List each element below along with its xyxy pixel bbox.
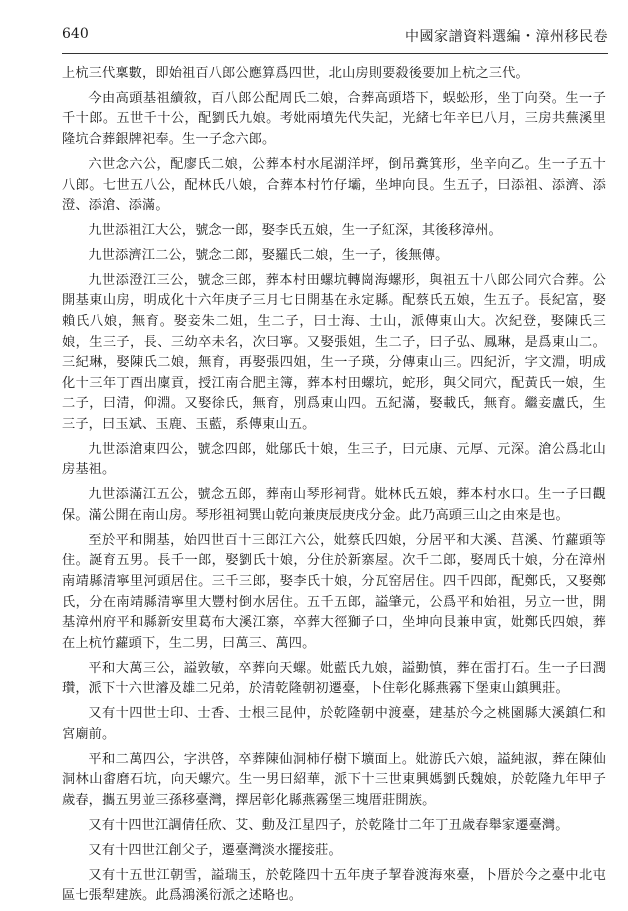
paragraph: 九世添滿江五公，號念五郎，葬南山琴形祠背。妣林氏五娘，葬本村水口。生一子曰觀保。滿公開在南山房。琴形祖祠巽山乾向兼庚辰庚戌分金。此乃高頭三山之由來是也。	[62, 487, 606, 523]
page-number: 640	[62, 26, 89, 42]
header-rule	[62, 53, 608, 54]
paragraph: 九世添祖江大公，號念一郎，娶李氏五娘，生一子紅深，其後移漳州。	[88, 223, 502, 239]
paragraph: 今由高頭基祖續敘，百八郎公配周氏二娘，合葬高頭塔下，蜈蚣形，坐丁向癸。生一子千十郎。五世千十公，配劉氏九娘。考妣兩墳先代失記，光緒七年辛巳八月，三房共蕪溪里隆坑合葬銀牌祀奉。生一子念六郎。	[62, 90, 606, 148]
page-header	[62, 26, 608, 48]
paragraph: 九世添濟江二公，號念二郎，娶羅氏二娘，生一子，後無傳。	[88, 247, 449, 263]
paragraph: 又有十五世江朝雪，謚瑞玉，於乾隆四十五年庚子挈眷渡海來臺，卜厝於今之臺中北屯區七張犁建族。此爲鴻溪衍派之述略也。	[62, 867, 606, 904]
paragraph: 九世添澄江三公，號念三郎，葬本村田螺坑轉崗海螺形，與祖五十八郎公同穴合葬。公開基東山房，明成化十六年庚子三月七日開基在永定縣。配蔡氏五娘，生五子。長紀富，娶賴氏八娘，無育。娶妾朱二姐，生二子，曰士海、士山，派傳東山大。次紀登，娶陳氏三娘，生三子，長、三幼卒未名，次曰寧。又娶張姐，生二子，曰子弘、鳳琳，是爲東山二。三紀琳，娶陳氏二娘，無育，再娶張四姐，生一子瑛，分傳東山三。四紀沂，字文淵，明成化十三年丁酉出廩貢，授江南合肥主簿，葬本村田螺坑，蛇形，與父同穴，配黃氏一娘，生二子，曰清，仰淵。又娶徐氏，無育，別爲東山四。五紀滿，娶載氏，無育。繼妾盧氏，生三子，曰玉斌、玉鹿、玉藍，系傳東山五。	[62, 272, 606, 432]
paragraph: 六世念六公，配廖氏二娘，公葬本村水尾湖洋坪，倒吊糞箕形，坐辛向乙。生一子五十八郎。七世五八公，配林氏八娘，合葬本村竹仔壩，坐坤向艮。生五子，曰添祖、添濟、添澄、添滄、添滿。	[62, 156, 606, 214]
paragraph: 又有十四世江創父子，遷臺灣淡水擺接莊。	[88, 842, 342, 858]
paragraph: 平和大萬三公，謚敦敏，卒葬向天螺。妣藍氏九娘，謚勤慎，葬在雷打石。生一子曰潤瓚，派下十六世濬及雄二兄弟，於清乾隆朝初遷臺，卜住彰化縣燕霧下堡東山鎮興莊。	[62, 660, 606, 697]
paragraph: 又有十四世士印、士香、士根三昆仲，於乾隆朝中渡臺，建基於今之桃園縣大溪鎮仁和宮廟前。	[62, 706, 606, 742]
text-body	[62, 64, 606, 911]
paragraph: 又有十四世江調倩任欣、艾、動及江星四子，於乾隆廿二年丁丑歲春舉家遷臺灣。	[88, 817, 569, 833]
running-title: 中國家譜資料選編・漳州移民卷	[405, 29, 608, 45]
paragraph: 上杭三代稟數，即始祖百八郎公應算爲四世，北山房則要殺後要加上杭之三代。	[62, 66, 529, 81]
paragraph: 平和二萬四公，字洪啓，卒葬陳仙洞柿仔樹下壙面上。妣游氏六娘，謚純淑，葬在陳仙洞林山畬磨石坑，向天螺穴。生一男曰紹華，派下十三世東興媽劉氏魏娘，於乾隆九年甲子歲春，攜五男並三孫移臺灣，擇居彰化縣燕霧堡三塊厝莊開族。	[62, 751, 606, 808]
paragraph: 九世添滄東四公，號念四郎，妣鄔氏十娘，生三子，曰元康、元厚、元深。滄公爲北山房基祖。	[62, 441, 606, 478]
paragraph: 至於平和開基，始四世百十三郎江六公，妣蔡氏四娘，分居平和大溪、莒溪、竹蘿頭等住。誕育五男。長千一郎，娶劉氏十娘，分住於新寨屋。次千二郎，娶周氏十娘，分在漳州南靖縣清寧里河頭居住。三千三郎，娶李氏十娘，分瓦窑居住。四千四郎，配鄭氏，又娶鄭氏，分在南靖縣清寧里大豐村倒水居住。五千五郎，謚肇元，公爲平和始祖，另立一世，開基漳州府平和縣新安里葛布大溪江寨，卒葬大徑獅子口，坐坤向艮兼申寅，妣鄭氏四娘，葬在上杭竹蘿頭下，生二男，曰萬三、萬四。	[62, 532, 606, 651]
